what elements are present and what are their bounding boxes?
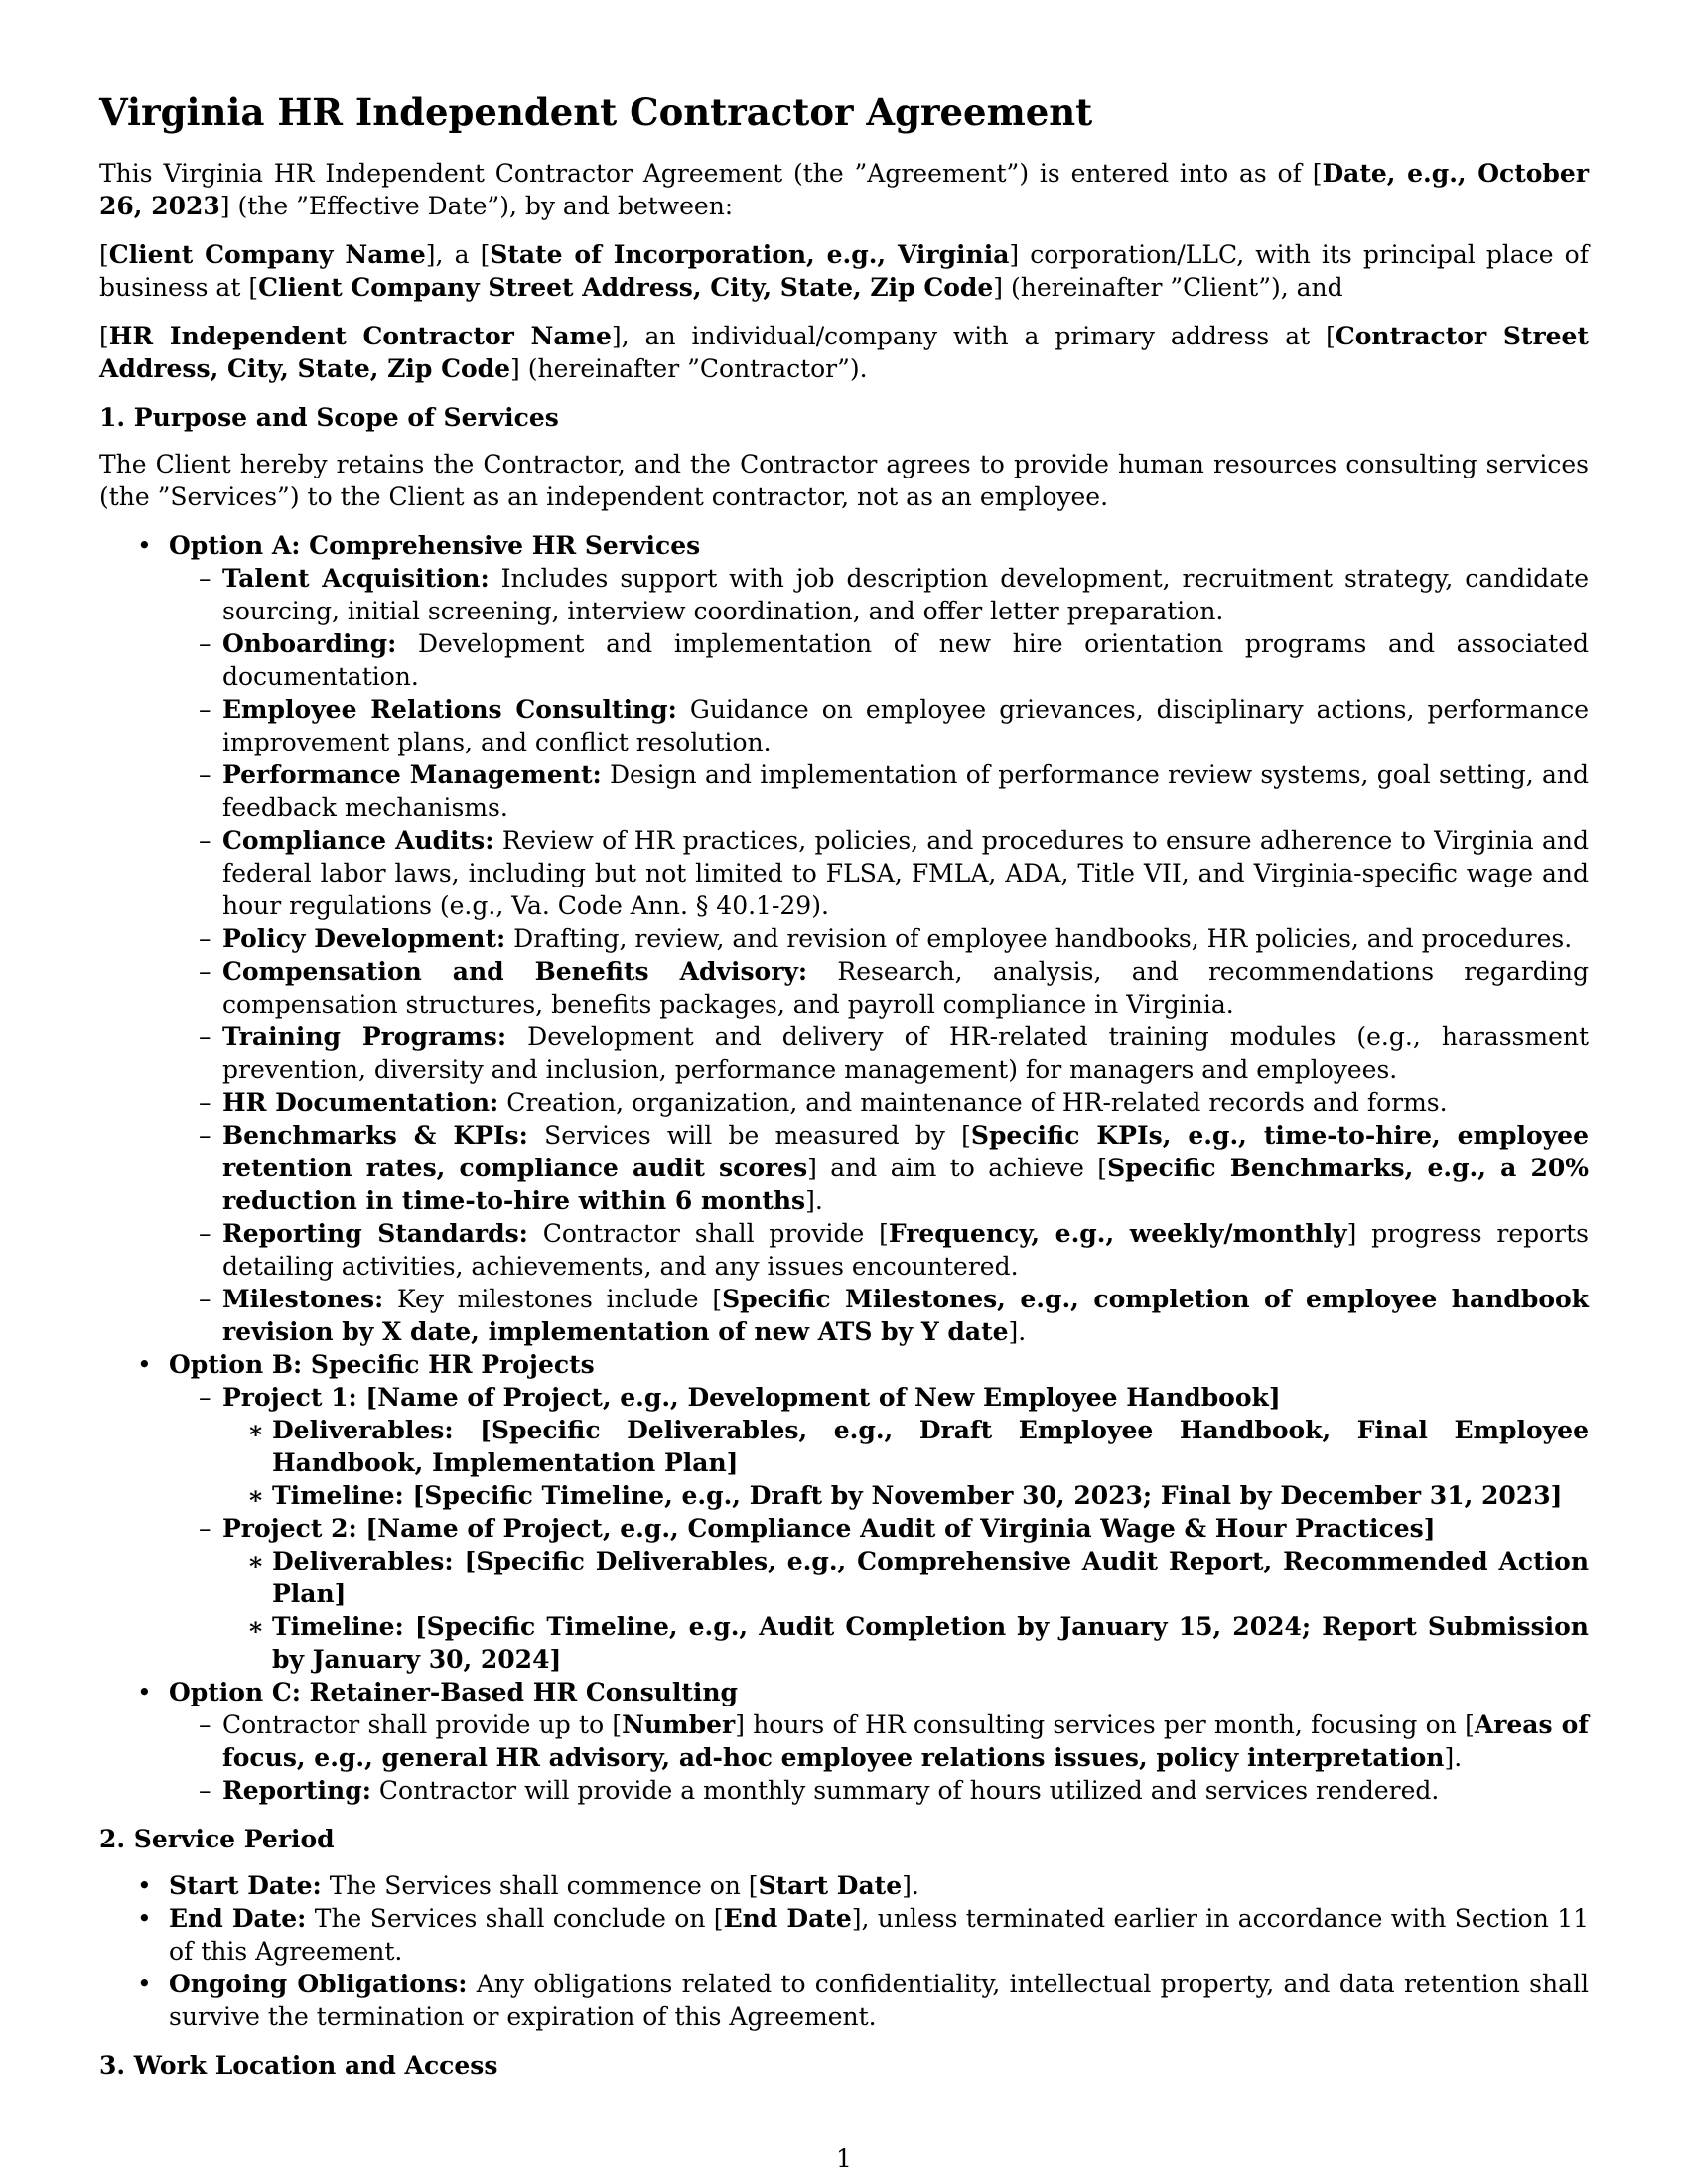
intro-paragraph-effective-date: This Virginia HR Independent Contractor Agreement (the ”Agreement”) is entered into as of [Date, e.g., October 26, 2023] (the ”Effective Date”), by and between: [99,159,1589,220]
project-1-timeline: ∗ Timeline: [Specific Timeline, e.g., Draft by November 30, 2023; Final by December 31, 2023] [220,1479,1589,1512]
option-b-projects [161,1381,1589,1676]
list-item: – Compensation and Benefits Advisory: Research, analysis, and recommendations regarding compensation structures, benefits packages, and payroll compliance in Virginia. [161,955,1589,1021]
option-c [99,1676,1589,1807]
list-item-start-date: • Start Date: The Services shall commence on [Start Date]. [99,1869,1589,1902]
placeholder-state: State of Incorporation, e.g., Virginia [490,240,1010,269]
list-item: – Policy Development: Drafting, review, and revision of employee handbooks, HR policies, and procedures. [161,922,1589,955]
list-item-reporting-standards: – Reporting Standards: Contractor shall provide [Frequency, e.g., weekly/monthly] progress reports detailing activities, achievements, and any issues encountered. [161,1217,1589,1283]
placeholder-contractor-address: Contractor Street Address, City, State, Zip Code [99,322,1589,383]
option-b-label: Option B: Specific HR Projects [169,1350,595,1379]
placeholder-contractor-name: HR Independent Contractor Name [108,322,612,350]
list-item: – Talent Acquisition: Includes support with job description development, recruitment strategy, candidate sourcing, initial screening, interview coordination, and offer letter preparation. [161,562,1589,627]
project-1: – Project 1: [Name of Project, e.g., Development of New Employee Handbook] ∗ Deliverables: [Specific Deliverables, e.g., Draft Employee Handbook, Final Employee Handbook, Implementation Plan] ∗ Timeline: [Specific Timeline, e.g., Draft by November 30, 2023; Final by December 31, 2023] [161,1381,1589,1512]
project-2-timeline: ∗ Timeline: [Specific Timeline, e.g., Audit Completion by January 15, 2024; Report Submission by January 30, 2024] [220,1610,1589,1676]
placeholder-client-address: Client Company Street Address, City, State, Zip Code [258,273,994,302]
list-item: – Compliance Audits: Review of HR practices, policies, and procedures to ensure adherence to Virginia and federal labor laws, including but not limited to FLSA, FMLA, ADA, Title VII, and Virginia-specific wage and hour regulations (e.g., Va. Code Ann. § 40.1-29). [161,824,1589,922]
option-c-label: Option C: Retainer-Based HR Consulting [169,1678,739,1706]
service-options-list [99,529,1589,1807]
section-2-heading: 2. Service Period [99,1825,335,1853]
list-item-milestones: – Milestones: Key milestones include [Specific Milestones, e.g., completion of employee handbook revision by X date, implementation of new ATS by Y date]. [161,1283,1589,1348]
option-a-items [161,562,1589,1348]
page-number: 1 [836,2144,852,2173]
list-item: – Employee Relations Consulting: Guidance on employee grievances, disciplinary actions, performance improvement plans, and conflict resolution. [161,693,1589,758]
list-item-kpis: – Benchmarks & KPIs: Services will be measured by [Specific KPIs, e.g., time-to-hire, employee retention rates, compliance audit scores] and aim to achieve [Specific Benchmarks, e.g., a 20% reduction in time-to-hire within 6 months]. [161,1119,1589,1217]
list-item-reporting: – Reporting: Contractor will provide a monthly summary of hours utilized and services rendered. [161,1774,1589,1807]
option-a-label: Option A: Comprehensive HR Services [169,531,701,560]
project-2: – Project 2: [Name of Project, e.g., Compliance Audit of Virginia Wage & Hour Practices] ∗ Deliverables: [Specific Deliverables, e.g., Comprehensive Audit Report, Recommended Action Plan] ∗ Timeline: [Specific Timeline, e.g., Audit Completion by January 15, 2024; Report Submission by January 30, 2024] [161,1512,1589,1676]
intro-paragraph-client: [Client Company Name], a [State of Incorporation, e.g., Virginia] corporation/LLC, with its principal place of business at [Client Company Street Address, City, State, Zip Code] (hereinafter ”Client”), and [99,240,1589,302]
list-item-ongoing-obligations: • Ongoing Obligations: Any obligations related to confidentiality, intellectual property, and data retention shall survive the termination or expiration of this Agreement. [99,1968,1589,2033]
project-2-deliverables: ∗ Deliverables: [Specific Deliverables, e.g., Comprehensive Audit Report, Recommended Action Plan] [220,1545,1589,1610]
service-period-list [99,1869,1589,2033]
section-1-heading: 1. Purpose and Scope of Services [99,403,559,432]
intro-paragraph-contractor: [HR Independent Contractor Name], an individual/company with a primary address at [Contractor Street Address, City, State, Zip Code] (hereinafter ”Contractor”). [99,322,1589,383]
section-1-body: The Client hereby retains the Contractor, and the Contractor agrees to provide human resources consulting services (the ”Services”) to the Client as an independent contractor, not as an employee. [99,450,1589,511]
project-2-details [220,1545,1589,1676]
project-1-deliverables: ∗ Deliverables: [Specific Deliverables, e.g., Draft Employee Handbook, Final Employee Handbook, Implementation Plan] [220,1414,1589,1479]
section-3-heading: 3. Work Location and Access [99,2051,498,2080]
option-b [99,1348,1589,1676]
list-item: – HR Documentation: Creation, organization, and maintenance of HR-related records and forms. [161,1086,1589,1119]
option-c-items [161,1708,1589,1807]
project-1-details [220,1414,1589,1512]
placeholder-date: Date, e.g., October 26, 2023 [99,159,1589,220]
list-item: – Onboarding: Development and implementation of new hire orientation programs and associated documentation. [161,627,1589,693]
document-page [99,87,1589,2096]
list-item-hours: – Contractor shall provide up to [Number] hours of HR consulting services per month, focusing on [Areas of focus, e.g., general HR advisory, ad-hoc employee relations issues, policy interpretation]. [161,1708,1589,1774]
option-a [99,529,1589,1348]
placeholder-client-name: Client Company Name [108,240,426,269]
list-item: – Training Programs: Development and delivery of HR-related training modules (e.g., harassment prevention, diversity and inclusion, performance management) for managers and employees. [161,1021,1589,1086]
list-item: – Performance Management: Design and implementation of performance review systems, goal setting, and feedback mechanisms. [161,758,1589,824]
document-title: Virginia HR Independent Contractor Agreement [99,90,1093,134]
list-item-end-date: • End Date: The Services shall conclude on [End Date], unless terminated earlier in accordance with Section 11 of this Agreement. [99,1902,1589,1968]
